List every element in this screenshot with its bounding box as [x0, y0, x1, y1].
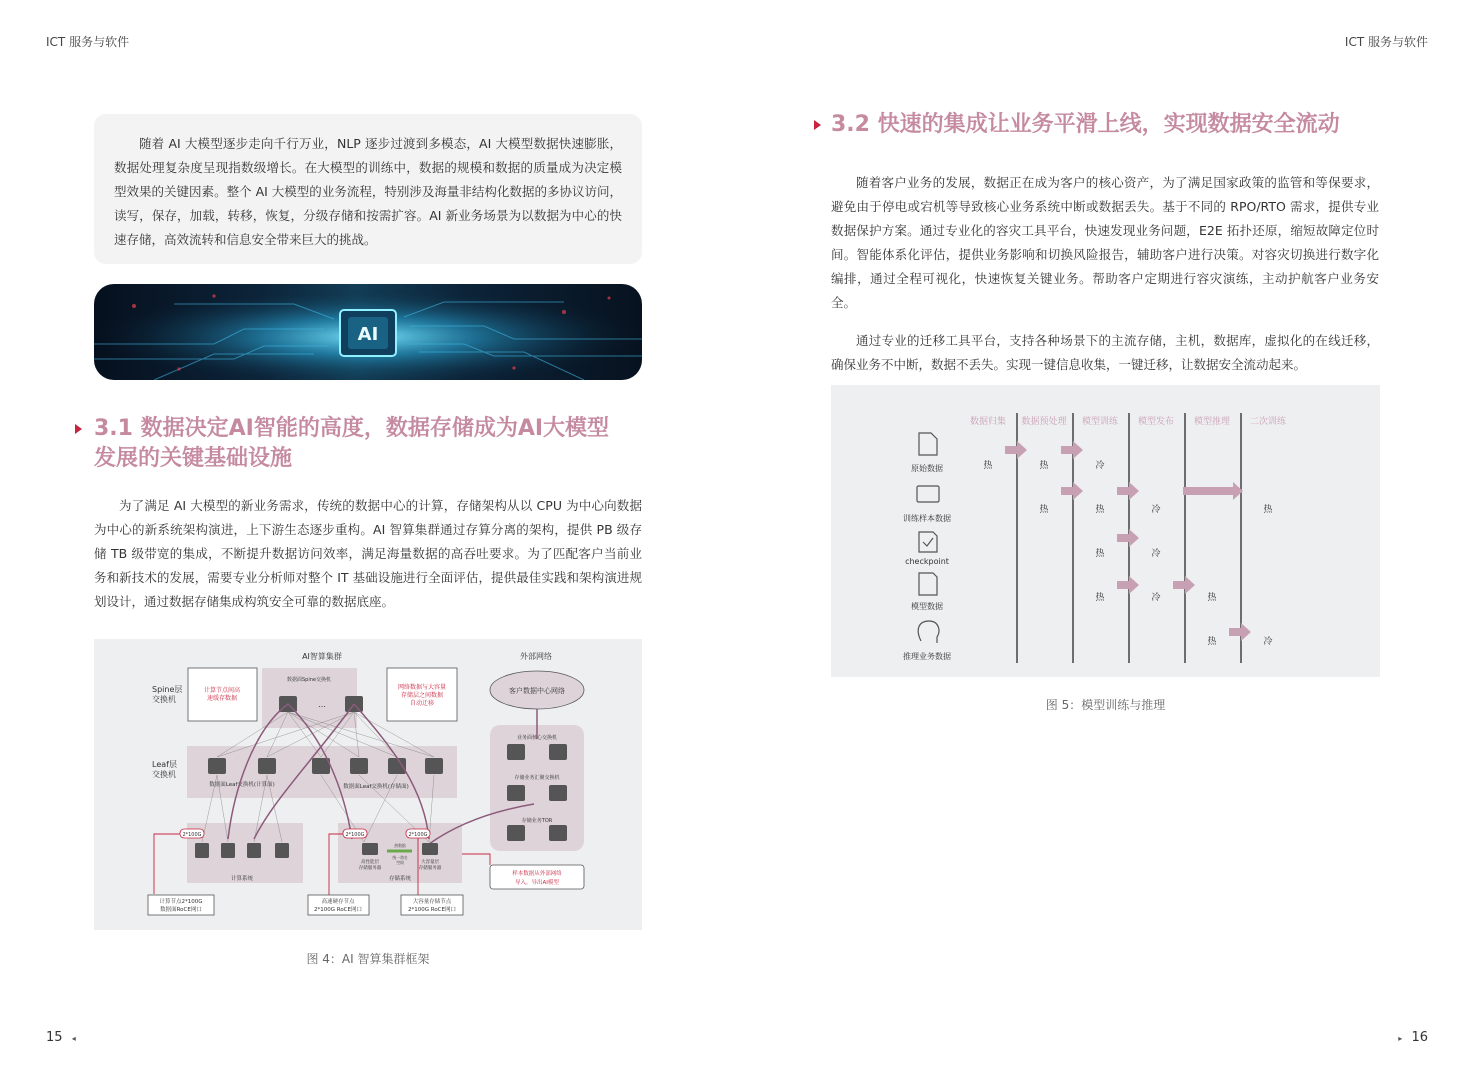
hp-storage-label-2: 存储服务器: [358, 866, 382, 871]
spine-switch-label: 数据面Spine交换机: [287, 677, 331, 683]
page-number-right-value: 16: [1411, 1030, 1428, 1045]
port-tag-label: 2*100G: [182, 832, 202, 838]
chip-label: AI: [357, 324, 379, 345]
port-tag-label-2: 2*100G: [345, 832, 365, 838]
note-right-line1: 网络数据与大容量: [397, 684, 447, 691]
box-cap-line1: 大容量存储节点: [412, 899, 452, 905]
section-32-paragraph-1: 随着客户业务的发展，数据正在成为客户的核心资产，为了满足国家政策的监管和等保要求，避免由于停电或宕机等导致核心业务系统中断或数据丢失。基于不同的 RPO/RTO 需求，提供专业数据保护方案。通过专业化的容灾工具平台，快速发现业务问题，E2E 拓扑还原，缩短故障定位时间。智能体系化评估，提供业务影响和切换风险报告，辅助客户进行决策。对容灾切换进行数字化编排，通过全程可视化，快速恢复关键业务。帮助客户定期进行容灾演练，主动护航客户业务安全。: [831, 175, 1379, 310]
leaf-switch-icon-2: [258, 758, 276, 774]
ext-switch-icon-6: [549, 825, 567, 841]
cap-storage-label: 大容量层: [421, 860, 439, 865]
sample-note-line1: 样本数据从外部网络: [512, 871, 562, 877]
ai-chip-graphic: [94, 284, 642, 380]
section-32-title: 3.2 快速的集成让业务平滑上线，实现数据安全流动: [831, 112, 1340, 137]
page-number-left: [46, 1030, 76, 1045]
cell-hot-8: 热: [1207, 593, 1217, 603]
figure5-panel: [831, 385, 1380, 677]
box-compute-line2: 数据面RoCE网口: [160, 907, 202, 913]
external-zone: [490, 725, 584, 851]
leaf-switch-icon-4: [350, 758, 368, 774]
ext-agg-label: 存储业务汇聚交换机: [514, 775, 560, 781]
stage-header-6: 二次训练: [1249, 417, 1287, 427]
external-title: 外部网络: [520, 652, 552, 661]
section-32-body: [831, 171, 1379, 377]
cell-hot-2: 热: [1039, 461, 1049, 471]
cell-hot-9: 热: [1207, 637, 1217, 647]
section-31-body: [94, 494, 642, 614]
hp-storage-label: 高性能层: [361, 860, 379, 865]
caret-left-icon: ◂: [71, 1034, 76, 1043]
stage-header-4: 模型发布: [1137, 417, 1175, 427]
section-31-title-line1: 3.1 数据决定AI智能的高度，数据存储成为AI大模型: [94, 416, 610, 441]
ext-switch-icon-4: [549, 785, 567, 801]
leaf-layer-label-2: 交换机: [152, 770, 176, 779]
intro-text: 随着 AI 大模型逐步走向千行万业，NLP 逐步过渡到多模态，AI 大模型数据快速膨胀，数据处理复杂度呈现指数级增长。在大模型的训练中，数据的规模和数据的质量成为决定模型效果的关键因素。整个 AI 大模型的业务流程，特别涉及海量非结构化数据的多协议访问，读写，保存，加载，转移，恢复，分级存储和按需扩容。AI 新业务场景为以数据为中心的快速存储，高效流转和信息安全带来巨大的挑战。: [114, 136, 622, 247]
tier-label-2: 统一命名: [392, 855, 408, 860]
hp-storage-icon: [362, 843, 378, 855]
cell-hot: 热: [983, 461, 993, 471]
cell-cold: 冷: [1095, 461, 1105, 471]
row-label-3: checkpoint: [905, 557, 949, 566]
ai-chip-image: [94, 284, 642, 380]
cell-cold-4: 冷: [1151, 593, 1161, 603]
leaf-switch-icon-6: [425, 758, 443, 774]
stage-header-3: 模型训练: [1081, 417, 1119, 427]
section-31-title-line2: 发展的关键基础设施: [94, 446, 293, 471]
note-left-line1: 计算节点间高: [203, 687, 241, 694]
section-31-paragraph: 为了满足 AI 大模型的新业务需求，传统的数据中心的计算，存储架构从以 CPU 为中心向数据为中心的新系统架构演进，上下游生态逐步重构。AI 智算集群通过存算分离的架构，提供 PB 级存储 TB 级带宽的集成，不断提升数据访问效率，满足海量数据的高吞吐要求。为了匹配客户当前业务和新技术的发展，需要专业分析师对整个 IT 基础设施进行全面评估，提供最佳实践和架构演进规划设计，通过数据存储集成构筑安全可靠的数据底座。: [94, 498, 642, 609]
box-hp-line1: 高速硬存节点: [321, 899, 355, 905]
cell-hot-4: 热: [1095, 505, 1105, 515]
tier-label-3: 空间: [396, 860, 404, 865]
leaf-storage-label: 数据面Leaf交换机(存储面): [343, 784, 409, 790]
cell-hot-5: 热: [1263, 505, 1273, 515]
figure4-caption: 图 4：AI 智算集群框架: [306, 952, 430, 966]
compute-system-label: 计算系统: [230, 876, 254, 882]
cell-hot-7: 热: [1095, 593, 1105, 603]
header-left: ICT 服务与软件: [46, 35, 130, 49]
ext-switch-icon: [507, 744, 525, 760]
box-cap-line2: 2*100G RoCE网口: [407, 907, 457, 913]
row-label-4: 模型数据: [911, 602, 943, 611]
note-right-line3: 自动迁移: [409, 700, 435, 707]
cell-cold-2: 冷: [1151, 505, 1161, 515]
section-31-title: [94, 414, 654, 474]
spine-layer-label: Spine层: [152, 685, 183, 694]
checkfile-icon: [919, 532, 937, 552]
port-tag-label-3: 2*100G: [408, 832, 428, 838]
note-right-line2: 存储层之间数据: [400, 692, 444, 699]
head-gear-icon: [918, 621, 939, 643]
ext-switch-icon-5: [507, 825, 525, 841]
spine-ellipsis: …: [318, 700, 326, 709]
ext-switch-icon-2: [549, 744, 567, 760]
compute-node-icon: [195, 843, 209, 858]
leaf-layer-label: Leaf层: [152, 760, 177, 769]
box-hp-line2: 2*100G RoCE网口: [313, 907, 363, 913]
cell-cold-3: 冷: [1151, 549, 1161, 559]
intro-box: [94, 114, 642, 264]
tier-label: 热数据: [394, 843, 406, 848]
document-icon: [919, 433, 937, 455]
compute-node-icon-4: [275, 843, 289, 858]
section-marker-icon: [75, 424, 82, 434]
section-marker-icon-2: [814, 120, 821, 130]
customer-dc-label: 客户数据中心网络: [509, 687, 565, 695]
cell-hot-3: 热: [1039, 505, 1049, 515]
spine-layer-label-2: 交换机: [152, 695, 176, 704]
row-label-2: 训练样本数据: [903, 514, 951, 523]
ext-switch-icon-3: [507, 785, 525, 801]
cap-storage-icon: [422, 843, 438, 855]
figure5-diagram: [831, 385, 1380, 677]
page-number-left-value: 15: [46, 1030, 63, 1045]
figure4-diagram: [94, 639, 642, 930]
stage-header: 数据归集: [969, 417, 1007, 427]
cell-cold-5: 冷: [1263, 637, 1273, 647]
note-left-line2: 速缓存数据: [206, 695, 238, 702]
figure4-panel: [94, 639, 642, 930]
cell-hot-6: 热: [1095, 549, 1105, 559]
flow-arrows: [1005, 441, 1251, 641]
stage-header-5: 模型推理: [1193, 417, 1231, 427]
leaf-switch-icon: [208, 758, 226, 774]
figure5-caption: 图 5：模型训练与推理: [1045, 698, 1166, 712]
search-file-icon: [919, 573, 937, 595]
row-label: 原始数据: [911, 464, 943, 473]
leaf-compute-label: 数据面Leaf交换机(计算面): [209, 782, 275, 788]
row-label-5: 推理业务数据: [903, 652, 951, 661]
header-right: ICT 服务与软件: [1344, 35, 1428, 49]
ext-core-label: 业务面核心交换机: [516, 735, 558, 741]
section-32-paragraph-2: 通过专业的迁移工具平台，支持各种场景下的主流存储，主机，数据库，虚拟化的在线迁移，确保业务不中断，数据不丢失。实现一键信息收集，一键迁移，让数据安全流动起来。: [831, 333, 1379, 372]
compute-node-icon-2: [221, 843, 235, 858]
caret-right-icon: ▸: [1398, 1034, 1403, 1043]
page-number-right: [1398, 1030, 1428, 1045]
compute-node-icon-3: [247, 843, 261, 858]
sample-note-line2: 导入，导出AI模型: [515, 880, 559, 886]
cluster-title: AI智算集群: [302, 652, 342, 661]
ext-tor-label: 存储业务TOR: [521, 818, 553, 824]
storage-system-label: 存储系统: [388, 876, 412, 882]
stage-header-2: 数据预处理: [1021, 417, 1067, 427]
cap-storage-label-2: 存储服务器: [418, 866, 442, 871]
chart-icon: [917, 486, 939, 502]
leaf-switch-icon-5: [388, 758, 406, 774]
box-compute-line1: 计算节点2*100G: [159, 899, 203, 905]
